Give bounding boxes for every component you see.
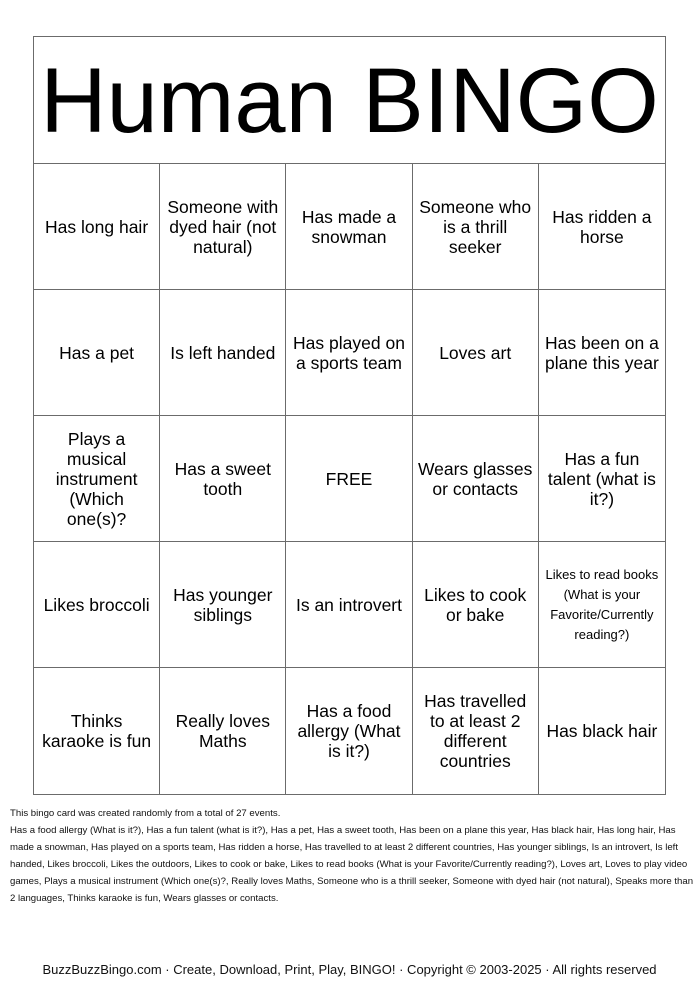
bingo-cell-r4c1: Likes broccoli bbox=[34, 542, 160, 668]
bingo-cell-r1c1: Has long hair bbox=[34, 164, 160, 290]
bingo-cell-r3c4: Wears glasses or contacts bbox=[413, 416, 539, 542]
bingo-cell-r5c1: Thinks karaoke is fun bbox=[34, 668, 160, 794]
bingo-cell-r5c2: Really loves Maths bbox=[160, 668, 286, 794]
bingo-card bbox=[33, 36, 666, 795]
title-cell bbox=[34, 37, 665, 164]
bingo-cell-free: FREE bbox=[286, 416, 412, 542]
bingo-cell-r3c1: Plays a musical instrument (Which one(s)? bbox=[34, 416, 160, 542]
bingo-cell-r2c5: Has been on a plane this year bbox=[539, 290, 665, 416]
bingo-cell-r4c2: Has younger siblings bbox=[160, 542, 286, 668]
bingo-cell-r5c4: Has travelled to at least 2 different countries bbox=[413, 668, 539, 794]
site-footer: BuzzBuzzBingo.com · Create, Download, Print, Play, BINGO! · Copyright © 2003-2025 · All rights reserved bbox=[42, 962, 657, 977]
bingo-cell-r5c3: Has a food allergy (What is it?) bbox=[286, 668, 412, 794]
events-list: Has a food allergy (What is it?), Has a fun talent (what is it?), Has a pet, Has a sweet tooth, Has been on a plane this year, Has black hair, Has long hair, Has made a snowman, Has played on a sports team, Has ridden a horse, Has travelled to at least 2 different countries, Has younger siblings, Is an introvert, Is left handed, Likes broccoli, Likes the outdoors, Likes to cook or bake, Likes to read books (What is your Favorite/Currently reading?), Loves art, Loves to play video games, Plays a musical instrument (Which one(s)?, Really loves Maths, Someone who is a thrill seeker, Someone with dyed hair (not natural), Speaks more than 2 languages, Thinks karaoke is fun, Wears glasses or contacts. bbox=[10, 825, 694, 904]
events-note bbox=[10, 805, 695, 907]
bingo-cell-r1c2: Someone with dyed hair (not natural) bbox=[160, 164, 286, 290]
card-title: Human BINGO bbox=[40, 50, 659, 152]
events-intro: This bingo card was created randomly from a total of 27 events. bbox=[10, 808, 281, 819]
bingo-cell-r4c3: Is an introvert bbox=[286, 542, 412, 668]
bingo-cell-r2c3: Has played on a sports team bbox=[286, 290, 412, 416]
bingo-cell-r4c4: Likes to cook or bake bbox=[413, 542, 539, 668]
bingo-cell-r1c4: Someone who is a thrill seeker bbox=[413, 164, 539, 290]
bingo-cell-r2c4: Loves art bbox=[413, 290, 539, 416]
bingo-cell-r5c5: Has black hair bbox=[546, 721, 658, 741]
bingo-cell-r2c2: Is left handed bbox=[160, 290, 286, 416]
bingo-cell-r1c3: Has made a snowman bbox=[286, 164, 412, 290]
bingo-cell-r3c2: Has a sweet tooth bbox=[160, 416, 286, 542]
bingo-cell-r2c1: Has a pet bbox=[34, 290, 160, 416]
bingo-grid bbox=[34, 164, 665, 794]
bingo-cell-r4c5: Likes to read books (What is your Favorite/Currently reading?) bbox=[539, 542, 665, 668]
bingo-cell-r1c5: Has ridden a horse bbox=[539, 164, 665, 290]
bingo-cell-r3c5: Has a fun talent (what is it?) bbox=[539, 416, 665, 542]
